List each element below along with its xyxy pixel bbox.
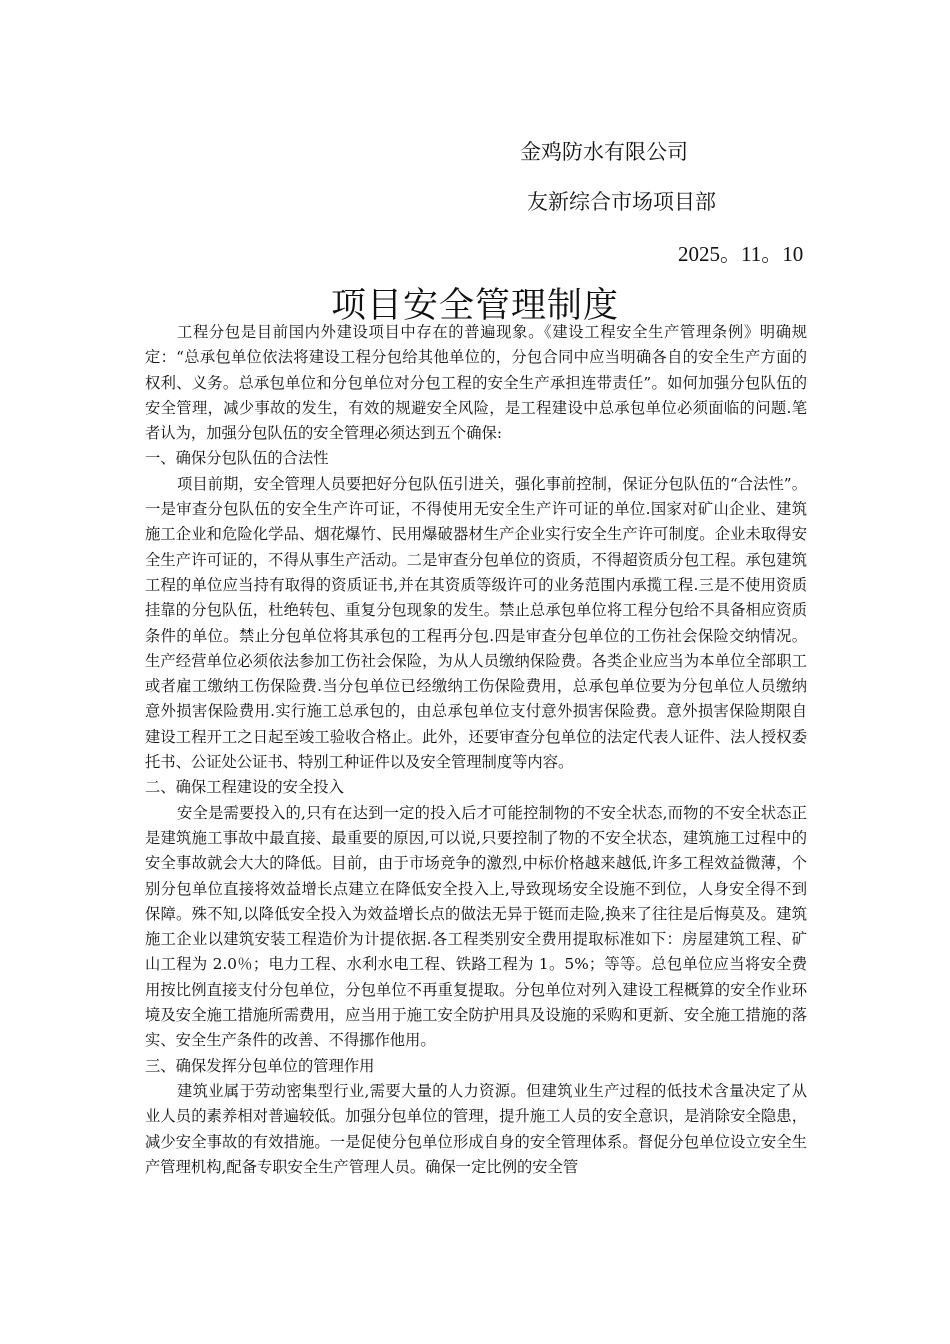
intro-paragraph: 工程分包是目前国内外建设项目中存在的普遍现象。《建设工程安全生产管理条例》明确规定：“总承包单位依法将建设工程分包给其他单位的，分包合同中应当明确各自的安全生产方面的权利、义务。总承包单位和分包单位对分包工程的安全生产承担连带责任”。如何加强分包队伍的安全管理，减少事故的发生，有效的规避安全风险，是工程建设中总承包单位必须面临的问题.笔者认为，加强分包队伍的安全管理必须达到五个确保:	[145, 323, 807, 443]
document-date: 2025。11。10	[678, 242, 804, 266]
section-heading-1: 一、确保分包队伍的合法性	[145, 449, 329, 468]
project-department: 友新综合市场项目部	[527, 190, 716, 214]
section-heading-3: 三、确保发挥分包单位的管理作用	[145, 1056, 375, 1075]
section-heading-2: 二、确保工程建设的安全投入	[145, 778, 344, 797]
company-name: 金鸡防水有限公司	[520, 140, 688, 164]
section-paragraph-2: 安全是需要投入的,只有在达到一定的投入后才可能控制物的不安全状态,而物的不安全状态正是建筑施工事故中最直接、最重要的原因,可以说,只要控制了物的不安全状态，建筑施工过程中的安全事故就会大大的降低。目前，由于市场竞争的激烈,中标价格越来越低,许多工程效益微薄，个别分包单位直接将效益增长点建立在降低安全投入上,导致现场安全设施不到位，人身安全得不到保障。殊不知,以降低安全投入为效益增长点的做法无异于铤而走险,换来了往往是后悔莫及。建筑施工企业以建筑安装工程造价为计提依据.各工程类别安全费用提取标准如下：房屋建筑工程、矿山工程为 2.0％；电力工程、水利水电工程、铁路工程为 1。5%；等等。总包单位应当将安全费用按比例直接支付分包单位，分包单位不再重复提取。分包单位对列入建设工程概算的安全作业环境及安全施工措施所需费用，应当用于施工安全防护用具及设施的采购和更新、安全施工措施的落实、安全生产条件的改善、不得挪作他用。	[145, 803, 807, 1050]
section-paragraph-1: 项目前期，安全管理人员要把好分包队伍引进关，强化事前控制，保证分包队伍的“合法性”。一是审查分包队伍的安全生产许可证，不得使用无安全生产许可证的单位.国家对矿山企业、建筑施工企业和危险化学品、烟花爆竹、民用爆破器材生产企业实行安全生产许可制度。企业未取得安全生产许可证的，不得从事生产活动。二是审查分包单位的资质，不得超资质分包工程。承包建筑工程的单位应当持有取得的资质证书,并在其资质等级许可的业务范围内承揽工程.三是不使用资质挂靠的分包队伍，杜绝转包、重复分包现象的发生。禁止总承包单位将工程分包给不具备相应资质条件的单位。禁止分包单位将其承包的工程再分包.四是审查分包单位的工伤社会保险交纳情况。生产经营单位必须依法参加工伤社会保险，为从人员缴纳保险费。各类企业应当为本单位全部职工或者雇工缴纳工伤保险费.当分包单位已经缴纳工伤保险费用，总承包单位要为分包单位人员缴纳意外损害保险费用.实行施工总承包的，由总承包单位支付意外损害保险费。意外损害保险期限自建设工程开工之日起至竣工验收合格止。此外，还要审查分包单位的法定代表人证件、法人授权委托书、公证处公证书、特别工种证件以及安全管理制度等内容。	[145, 474, 807, 772]
section-paragraph-3: 建筑业属于劳动密集型行业,需要大量的人力资源。但建筑业生产过程的低技术含量决定了从业人员的素养相对普遍较低。加强分包单位的管理，提升施工人员的安全意识，是消除安全隐患，减少安全事故的有效措施。一是促使分包单位形成自身的安全管理体系。督促分包单位设立安全生产管理机构,配备专职安全生产管理人员。确保一定比例的安全管	[145, 1081, 807, 1176]
document-title: 项目安全管理制度	[330, 286, 619, 326]
document-body	[145, 320, 807, 1180]
